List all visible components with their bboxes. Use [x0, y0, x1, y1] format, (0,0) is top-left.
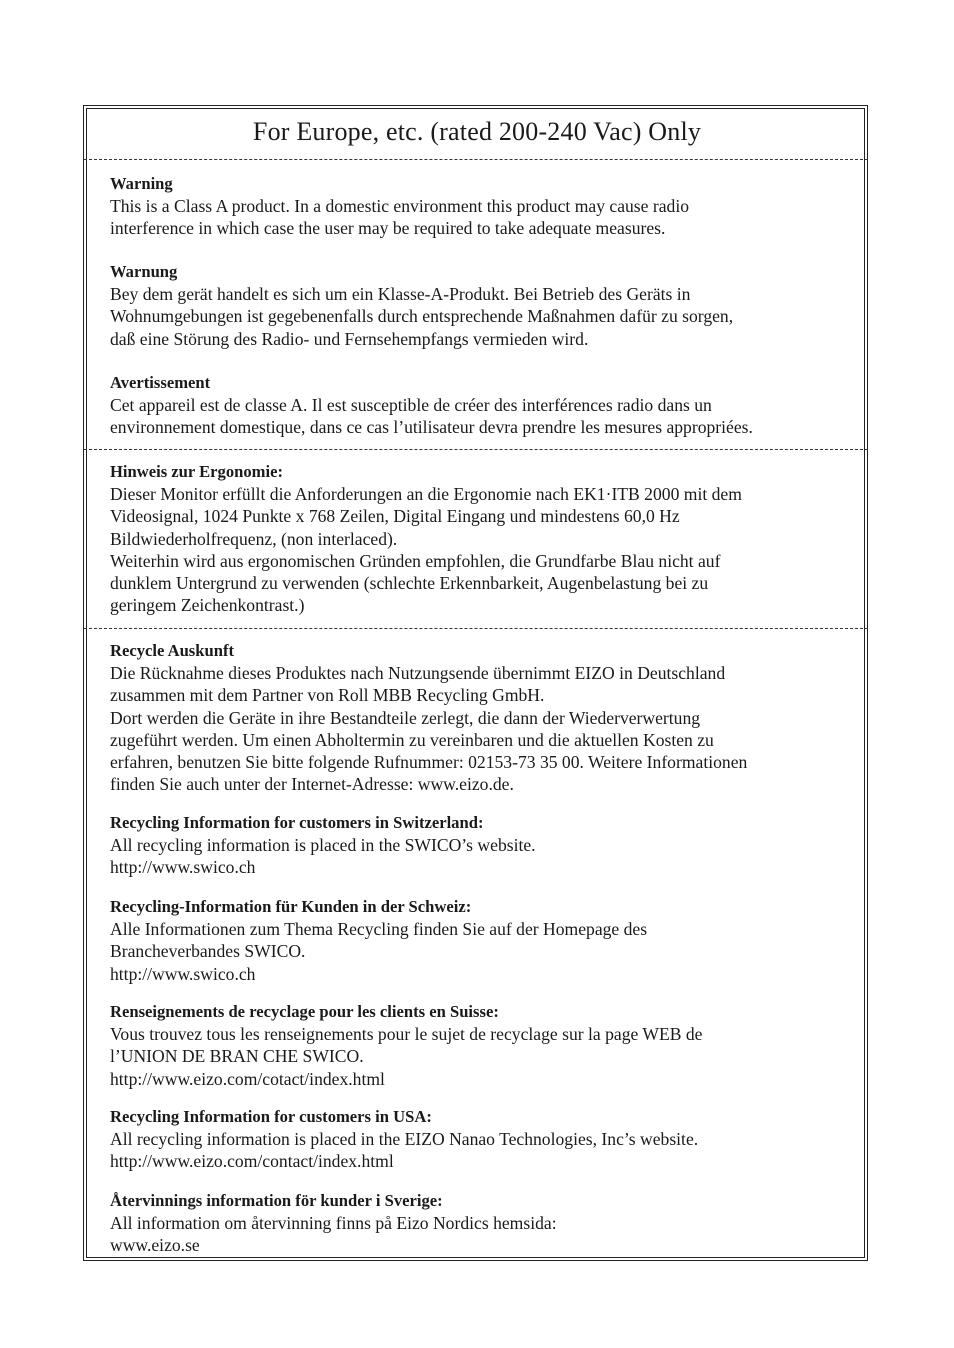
switzerland-en-text-line: All recycling information is placed in the SWICO’s website.	[110, 835, 536, 856]
usa-heading: Recycling Information for customers in USA:	[110, 1107, 432, 1126]
sverige-url: www.eizo.se	[110, 1235, 200, 1256]
usa-section	[110, 1106, 860, 1173]
warnung-text-line: daß eine Störung des Radio- und Fernsehempfangs vermieden wird.	[110, 328, 589, 349]
ergonomie-text-line: geringem Zeichenkontrast.)	[110, 595, 305, 616]
warning-text-line: This is a Class A product. In a domestic environment this product may cause radio	[110, 196, 690, 217]
sverige-section	[110, 1190, 860, 1257]
page-title: For Europe, etc. (rated 200-240 Vac) Only	[252, 117, 702, 146]
avertissement-text-line: environnement domestique, dans ce cas l’utilisateur devra prendre les mesures appropriées.	[110, 417, 753, 438]
section-divider	[84, 628, 868, 629]
warning-text-line: interference in which case the user may be required to take adequate measures.	[110, 218, 666, 239]
sverige-text-line: All information om återvinning finns på Eizo Nordics hemsida:	[110, 1213, 557, 1234]
switzerland-fr-text-line: Vous trouvez tous les renseignements pour le sujet de recyclage sur la page WEB de	[110, 1024, 703, 1045]
avertissement-text-line: Cet appareil est de classe A. Il est susceptible de créer des interférences radio dans un	[110, 395, 712, 416]
switzerland-de-url: http://www.swico.ch	[110, 963, 256, 984]
usa-url: http://www.eizo.com/contact/index.html	[110, 1151, 394, 1172]
ergonomie-text-line: Weiterhin wird aus ergonomischen Gründen empfohlen, die Grundfarbe Blau nicht auf	[110, 550, 721, 571]
switzerland-fr-url: http://www.eizo.com/cotact/index.html	[110, 1068, 385, 1089]
section-divider	[84, 159, 868, 160]
ergonomie-text-line: Bildwiederholfrequenz, (non interlaced).	[110, 528, 398, 549]
switzerland-de-section	[110, 896, 860, 985]
switzerland-de-text-line: Brancheverbandes SWICO.	[110, 941, 306, 962]
recycle-text-line: zusammen mit dem Partner von Roll MBB Recycling GmbH.	[110, 685, 545, 706]
switzerland-en-url: http://www.swico.ch	[110, 857, 256, 878]
ergonomie-text-line: dunklem Untergrund zu verwenden (schlechte Erkennbarkeit, Augenbelastung bei zu	[110, 573, 709, 594]
warnung-text-line: Wohnumgebungen ist gegebenenfalls durch entsprechende Maßnahmen dafür zu sorgen,	[110, 306, 734, 327]
ergonomie-text-line: Videosignal, 1024 Punkte x 768 Zeilen, Digital Eingang und mindestens 60,0 Hz	[110, 506, 680, 527]
recycle-heading: Recycle Auskunft	[110, 641, 234, 660]
switzerland-de-heading: Recycling-Information für Kunden in der Schweiz:	[110, 897, 472, 916]
switzerland-fr-text-line: l’UNION DE BRAN CHE SWICO.	[110, 1046, 364, 1067]
warnung-heading: Warnung	[110, 262, 178, 281]
switzerland-en-section	[110, 812, 860, 879]
switzerland-en-heading: Recycling Information for customers in Switzerland:	[110, 813, 484, 832]
ergonomie-section	[110, 461, 860, 616]
switzerland-de-text-line: Alle Informationen zum Thema Recycling finden Sie auf der Homepage des	[110, 919, 648, 940]
avertissement-section	[110, 372, 860, 439]
warning-section	[110, 173, 860, 240]
recycle-text-line: Dort werden die Geräte in ihre Bestandteile zerlegt, die dann der Wiederverwertung	[110, 707, 701, 728]
warnung-section	[110, 261, 860, 350]
recycle-text-line: erfahren, benutzen Sie bitte folgende Rufnummer: 02153-73 35 00. Weitere Informationen	[110, 752, 748, 773]
ergonomie-text-line: Dieser Monitor erfüllt die Anforderungen an die Ergonomie nach EK1·ITB 2000 mit dem	[110, 484, 742, 505]
recycle-section	[110, 640, 860, 795]
section-divider	[84, 449, 868, 450]
avertissement-heading: Avertissement	[110, 373, 211, 392]
usa-text-line: All recycling information is placed in the EIZO Nanao Technologies, Inc’s website.	[110, 1129, 699, 1150]
warnung-text-line: Bey dem gerät handelt es sich um ein Klasse-A-Produkt. Bei Betrieb des Geräts in	[110, 284, 691, 305]
warning-heading: Warning	[110, 174, 173, 193]
ergonomie-heading: Hinweis zur Ergonomie:	[110, 462, 283, 481]
sverige-heading: Återvinnings information för kunder i Sverige:	[110, 1191, 443, 1210]
switzerland-fr-section	[110, 1001, 860, 1090]
recycle-text-line: Die Rücknahme dieses Produktes nach Nutzungsende übernimmt EIZO in Deutschland	[110, 663, 726, 684]
recycle-text-line: finden Sie auch unter der Internet-Adresse: www.eizo.de.	[110, 774, 514, 795]
recycle-text-line: zugeführt werden. Um einen Abholtermin zu vereinbaren und die aktuellen Kosten zu	[110, 729, 714, 750]
switzerland-fr-heading: Renseignements de recyclage pour les clients en Suisse:	[110, 1002, 499, 1021]
